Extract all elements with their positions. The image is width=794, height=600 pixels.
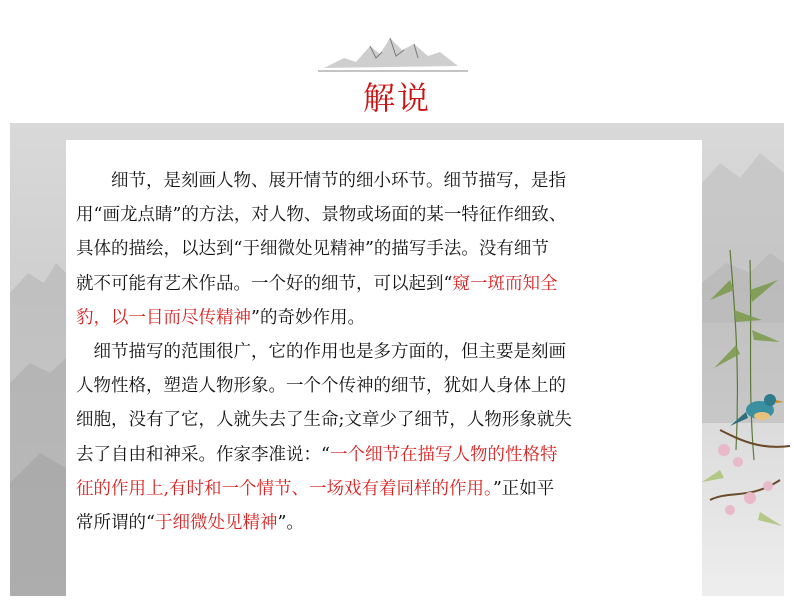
text-line: 具体的描绘，以达到“于细微处见精神”的描写手法。没有细节 <box>76 239 549 260</box>
text-line: 细胞，没有了它，人就失去了生命;文章少了细节，人物形象就失 <box>76 410 572 431</box>
text-line: 用“画龙点睛”的方法，对人物、景物或场面的某一特征作细致、 <box>76 205 567 226</box>
highlighted-quote: 豹，以一目而尽传精神 <box>76 307 251 328</box>
text-line: 细节，是刻画人物、展开情节的细小环节。细节描写，是指 <box>76 171 566 191</box>
text-line: 去了自由和神采。作家李准说：“一个细节在描写人物的性格特 <box>76 444 558 465</box>
ink-mountain-icon <box>318 28 468 74</box>
highlighted-quote: 窥一斑而知全 <box>452 273 558 294</box>
text-line: 就不可能有艺术作品。一个好的细节，可以起到“窥一斑而知全 <box>76 273 558 294</box>
highlighted-quote: 征的作用上,有时和一个情节、一场戏有着同样的作用。 <box>76 478 493 499</box>
highlighted-quote: 于细微处见精神 <box>154 513 278 534</box>
text-line: 征的作用上,有时和一个情节、一场戏有着同样的作用。”正如平 <box>76 478 555 499</box>
page-title: 解说 <box>362 79 431 117</box>
text-line: 细节描写的范围很广，它的作用也是多方面的，但主要是刻画 <box>76 342 566 363</box>
text-line: 人物性格，塑造人物形象。一个个传神的细节，犹如人身体上的 <box>76 376 566 397</box>
text-line: 常所谓的“于细微处见精神”。 <box>76 513 304 534</box>
highlighted-quote: 一个细节在描写人物的性格特 <box>329 444 558 465</box>
text-line: 豹，以一目而尽传精神”的奇妙作用。 <box>76 307 365 328</box>
explanation-text <box>76 164 708 540</box>
